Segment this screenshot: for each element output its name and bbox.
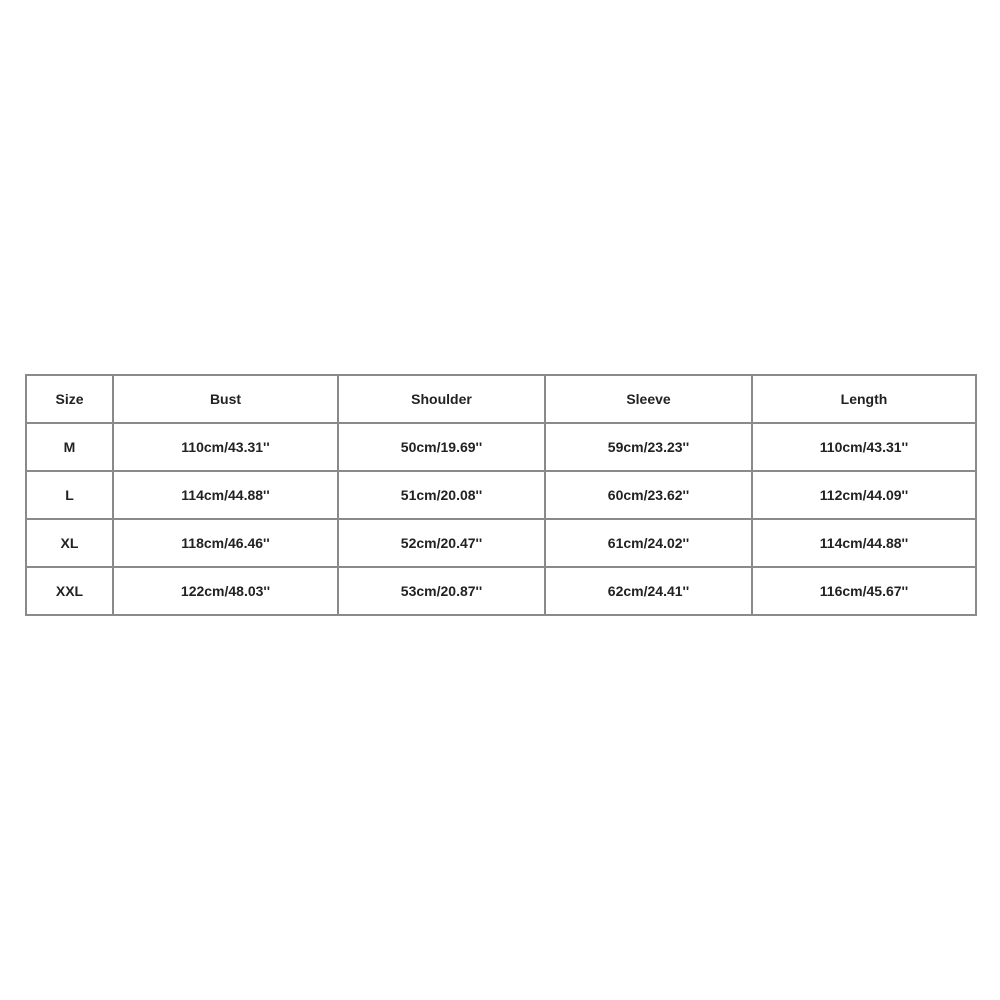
bust-cell: 114cm/44.88'' — [113, 471, 338, 519]
table-row — [26, 423, 976, 471]
shoulder-cell: 53cm/20.87'' — [338, 567, 545, 615]
sleeve-cell: 60cm/23.62'' — [545, 471, 752, 519]
table-header-row — [26, 375, 976, 423]
bust-cell: 118cm/46.46'' — [113, 519, 338, 567]
size-chart-table — [25, 374, 977, 616]
size-cell: L — [26, 471, 113, 519]
column-header-length: Length — [752, 375, 976, 423]
table-row — [26, 471, 976, 519]
size-cell: M — [26, 423, 113, 471]
shoulder-cell: 50cm/19.69'' — [338, 423, 545, 471]
sleeve-cell: 62cm/24.41'' — [545, 567, 752, 615]
bust-cell: 122cm/48.03'' — [113, 567, 338, 615]
sleeve-cell: 59cm/23.23'' — [545, 423, 752, 471]
column-header-size: Size — [26, 375, 113, 423]
table-row — [26, 567, 976, 615]
sleeve-cell: 61cm/24.02'' — [545, 519, 752, 567]
column-header-shoulder: Shoulder — [338, 375, 545, 423]
length-cell: 114cm/44.88'' — [752, 519, 976, 567]
bust-cell: 110cm/43.31'' — [113, 423, 338, 471]
table-row — [26, 519, 976, 567]
column-header-bust: Bust — [113, 375, 338, 423]
shoulder-cell: 52cm/20.47'' — [338, 519, 545, 567]
size-cell: XL — [26, 519, 113, 567]
shoulder-cell: 51cm/20.08'' — [338, 471, 545, 519]
length-cell: 110cm/43.31'' — [752, 423, 976, 471]
length-cell: 116cm/45.67'' — [752, 567, 976, 615]
length-cell: 112cm/44.09'' — [752, 471, 976, 519]
column-header-sleeve: Sleeve — [545, 375, 752, 423]
size-cell: XXL — [26, 567, 113, 615]
